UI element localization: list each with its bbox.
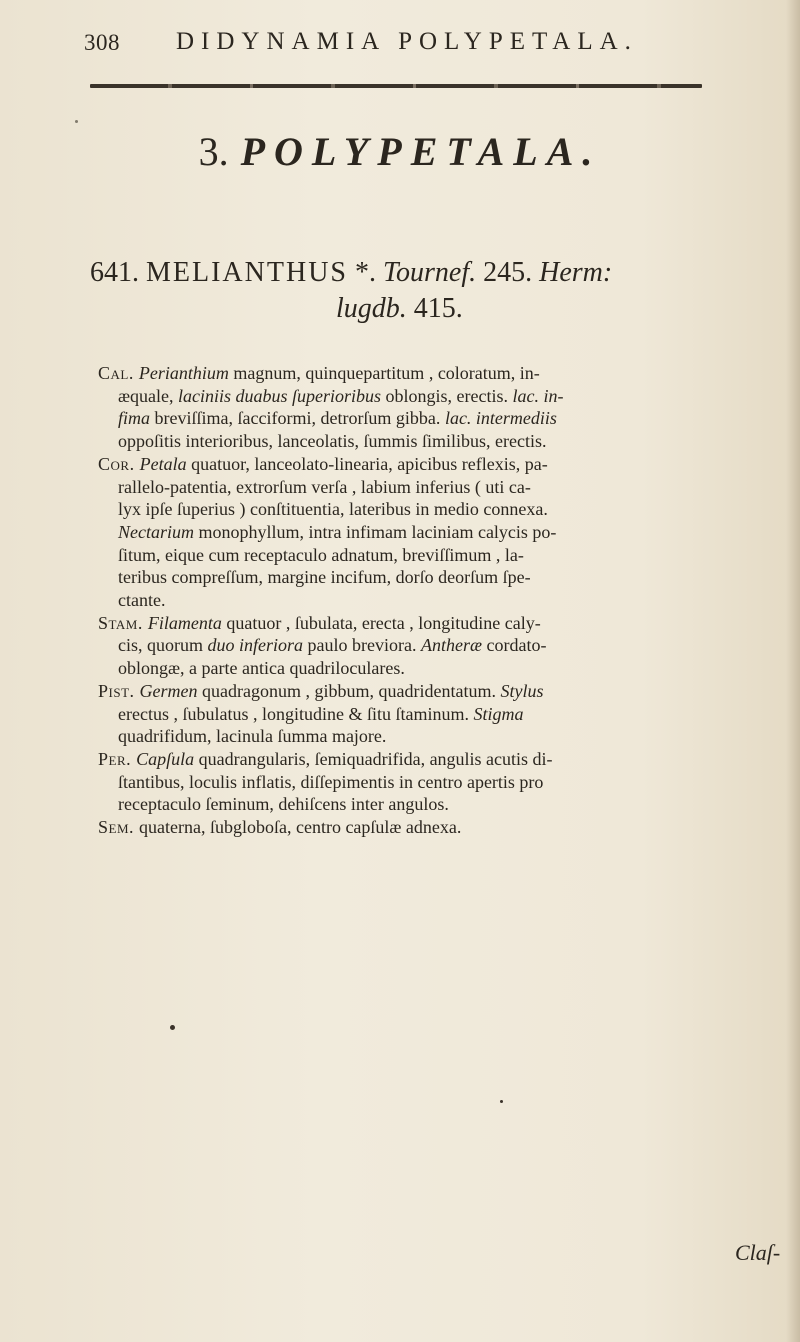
text-line [98, 634, 706, 657]
paragraph-label: Stam. [98, 612, 148, 633]
paragraph-calyx [98, 362, 706, 453]
paragraph-label: Pist. [98, 680, 140, 701]
text-run: paulo breviora. [303, 635, 421, 656]
reference-page-2: 415. [413, 293, 463, 324]
text-run: ctante. [118, 590, 166, 611]
text-run: breviſſima, ſacciformi, detrorſum gibba. [150, 408, 445, 429]
text-run: laciniis duabus ſuperioribus [178, 385, 382, 406]
reference-author-2: Herm: [539, 257, 613, 288]
section-number: 3. [198, 129, 229, 174]
section-name: POLYPETALA. [240, 129, 602, 174]
text-run: Filamenta [147, 612, 222, 633]
description-body [98, 362, 706, 839]
text-run: Stylus [500, 680, 544, 701]
text-run: Nectarium [118, 521, 194, 542]
text-line [98, 385, 706, 408]
page-number: 308 [84, 30, 120, 55]
text-run: oppoſitis interioribus, lanceolatis, ſummis ſimilibus, erectis. [118, 431, 547, 452]
text-run: teribus compreſſum, margine incifum, dorſo deorſum ſpe- [118, 567, 531, 588]
text-run: oblongæ, a parte antica quadriloculares. [118, 658, 405, 679]
genus-heading [90, 255, 710, 327]
text-run: quaterna, ſubgloboſa, centro capſulæ adnexa. [139, 817, 462, 838]
catchword: Claſ- [735, 1240, 781, 1265]
running-head-title: DIDYNAMIA POLYPETALA. [176, 28, 638, 55]
text-line [98, 771, 706, 794]
text-line [98, 657, 706, 680]
paragraph-corolla [98, 453, 706, 612]
genus-name: MELIANTHUS [146, 257, 348, 288]
text-line [98, 544, 706, 567]
text-run: Capſula [136, 748, 195, 769]
ink-spot [170, 1025, 175, 1030]
genus-mark: *. [355, 257, 376, 288]
ink-spot [500, 1100, 503, 1103]
text-run: fima [118, 408, 151, 429]
text-run: magnum, quinquepartitum , coloratum, in- [228, 363, 540, 383]
text-run: lac. in- [512, 385, 564, 406]
text-run: Antheræ [420, 635, 482, 656]
text-run: cordato- [481, 635, 547, 656]
text-run: quadragonum , gibbum, quadridentatum. [197, 680, 501, 701]
ink-spot [75, 120, 78, 123]
text-run: Germen [139, 680, 198, 701]
text-run: receptaculo ſeminum, dehiſcens inter angulos. [118, 794, 449, 815]
text-line [98, 589, 706, 612]
text-run: quadrifidum, lacinula ſumma majore. [118, 726, 387, 747]
text-run: quatuor, lanceolato-linearia, apicibus reflexis, pa- [186, 453, 548, 474]
text-line [98, 498, 706, 521]
text-run: æquale, [118, 385, 178, 406]
section-title [0, 128, 800, 175]
text-run: ſitum, eique cum receptaculo adnatum, breviſſimum , la- [118, 544, 524, 565]
text-run: quadrangularis, ſemiquadrifida, angulis acutis di- [194, 748, 553, 769]
header-rule [90, 84, 702, 88]
running-head [84, 28, 724, 62]
text-run: monophyllum, intra infimam laciniam calycis po- [194, 521, 557, 542]
text-run: Petala [139, 453, 187, 474]
paragraph-label: Per. [98, 748, 137, 769]
paragraph-label: Cor. [98, 453, 140, 474]
text-line [98, 476, 706, 499]
reference-author-1: Tournef. [383, 257, 477, 288]
text-run: quatuor , ſubulata, erecta , longitudine caly- [221, 612, 541, 633]
text-run: erectus , ſubulatus , longitudine & ſitu ſtaminum. [118, 703, 474, 724]
paragraph-label: Cal. [98, 363, 139, 383]
text-run: oblongis, erectis. [381, 385, 513, 406]
text-run: Perianthium [138, 363, 229, 383]
text-run: lac. intermediis [444, 408, 557, 429]
reference-work-2: lugdb. [336, 293, 407, 324]
text-line [98, 566, 706, 589]
paragraph-pistil [98, 680, 706, 748]
reference-page-1: 245. [483, 257, 533, 288]
text-run: rallelo-patentia, extrorſum verſa , labium inferius ( uti ca- [118, 476, 531, 497]
text-run: cis, quorum [118, 635, 208, 656]
paragraph-stamens [98, 612, 706, 680]
paragraph-label: Sem. [98, 817, 140, 838]
paragraph-seeds [98, 816, 706, 839]
text-run: Stigma [473, 703, 524, 724]
text-line [98, 521, 706, 544]
text-line [98, 703, 706, 726]
text-line [98, 793, 706, 816]
genus-number: 641. [90, 257, 139, 288]
text-run: lyx ipſe ſuperius ) conſtituentia, lateribus in medio connexa. [118, 499, 548, 520]
text-line [98, 407, 706, 430]
text-line [98, 430, 706, 453]
text-run: ſtantibus, loculis inflatis, diſſepimentis in centro apertis pro [118, 771, 544, 792]
paragraph-pericarp [98, 748, 706, 816]
text-line [98, 725, 706, 748]
text-run: duo inferiora [207, 635, 304, 656]
